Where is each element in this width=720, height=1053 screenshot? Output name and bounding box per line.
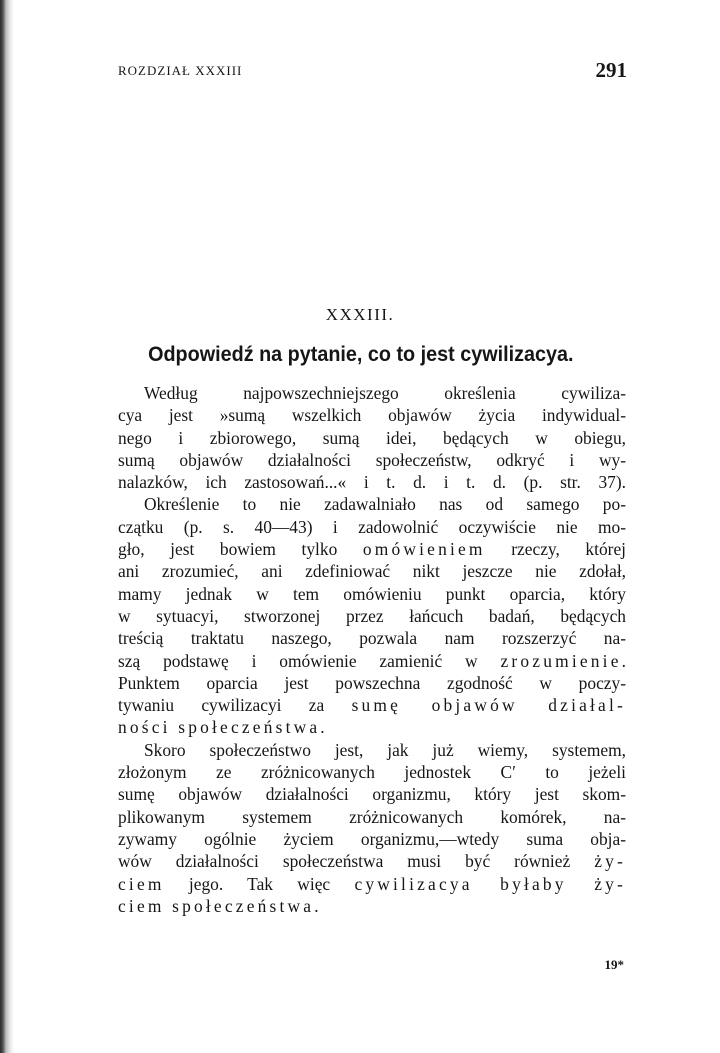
book-spine-edge xyxy=(0,0,14,1053)
chapter-title: Odpowiedź na pytanie, co to jest cywilizacya. xyxy=(148,342,574,366)
text-line xyxy=(118,627,626,649)
text-segment: mamy jednak w tem omówieniu punkt oparcia, który xyxy=(118,583,626,604)
text-line xyxy=(118,382,626,404)
text-segment: złożonym ze zróżnicowanych jednostek C′ to jeżeli xyxy=(118,762,626,783)
spaced-emphasis: sumę objawów działal- xyxy=(351,695,626,716)
text-segment: . xyxy=(314,895,319,916)
text-line xyxy=(118,873,626,895)
text-segment: gło, jest bowiem tylko xyxy=(118,539,363,560)
text-segment: czątku (p. s. 40—43) i zadowolnić oczywiście nie mo- xyxy=(118,516,626,537)
text-segment: nego i zbiorowego, sumą idei, będących w obiegu, xyxy=(118,427,626,448)
text-line xyxy=(118,516,626,538)
text-line xyxy=(118,806,626,828)
text-segment: . xyxy=(621,650,626,671)
text-segment: nalazków, ich zastosowań...« i t. d. i t. d. (p. str. 37). xyxy=(118,472,626,493)
text-line xyxy=(118,739,626,761)
text-segment: cya jest »sumą wszelkich objawów życia indywidual- xyxy=(118,405,626,426)
text-segment: jego. Tak więc xyxy=(164,873,355,894)
page-number: 291 xyxy=(595,58,627,82)
text-segment: treścią traktatu naszego, pozwala nam rozszerzyć na- xyxy=(118,628,626,649)
text-segment: . xyxy=(320,717,325,738)
spaced-emphasis: ciem społeczeństwa xyxy=(118,895,315,916)
text-segment: plikowanym systemem zróżnicowanych komórek, na- xyxy=(118,806,626,827)
text-line xyxy=(118,895,626,917)
text-line xyxy=(118,716,626,738)
printer-signature-mark: 19* xyxy=(604,957,624,972)
text-segment: Punktem oparcia jest powszechna zgodność w poczy- xyxy=(118,672,626,693)
text-segment: ani zrozumieć, ani zdefiniować nikt jeszcze nie zdołał, xyxy=(118,561,626,582)
text-line xyxy=(118,694,626,716)
spaced-emphasis: ności społeczeństwa xyxy=(118,717,321,738)
text-segment: tywaniu cywilizacyi za xyxy=(118,695,352,716)
text-segment: rzeczy, której xyxy=(485,539,626,560)
spaced-emphasis: zrozumienie xyxy=(500,650,622,671)
text-line xyxy=(118,471,626,493)
text-segment: Skoro społeczeństwo jest, jak już wiemy, systemem, xyxy=(144,739,626,760)
text-line xyxy=(118,650,626,672)
running-head: ROZDZIAŁ XXXIII xyxy=(118,63,243,78)
text-segment: zywamy ogólnie życiem organizmu,—wtedy suma obja- xyxy=(118,828,626,849)
text-segment: Określenie to nie zadawalniało nas od samego po- xyxy=(144,494,626,515)
text-line xyxy=(118,761,626,783)
text-line xyxy=(118,672,626,694)
text-segment: sumę objawów działalności organizmu, który jest skom- xyxy=(118,784,626,805)
text-segment: w sytuacyi, stworzonej przez łańcuch badań, będących xyxy=(118,605,626,626)
text-segment: szą podstawę i omówienie zamienić w xyxy=(118,650,501,671)
text-line xyxy=(118,560,626,582)
text-line xyxy=(118,828,626,850)
chapter-numeral: XXXIII. xyxy=(325,305,395,324)
text-line xyxy=(118,605,626,627)
text-line xyxy=(118,538,626,560)
text-line xyxy=(118,850,626,872)
text-segment: wów działalności społeczeństwa musi być również xyxy=(118,851,595,872)
spaced-emphasis: cywilizacya byłaby ży- xyxy=(354,873,627,894)
text-segment: sumą objawów działalności społeczeństw, odkryć i wy- xyxy=(118,449,626,470)
body-text xyxy=(118,382,626,917)
text-line xyxy=(118,493,626,515)
text-line xyxy=(118,427,626,449)
spaced-emphasis: omówieniem xyxy=(362,539,486,560)
text-line xyxy=(118,404,626,426)
text-line xyxy=(118,583,626,605)
spaced-emphasis: ciem xyxy=(118,873,165,894)
text-line xyxy=(118,449,626,471)
text-segment: Według najpowszechniejszego określenia cywiliza- xyxy=(144,383,626,403)
text-line xyxy=(118,783,626,805)
spaced-emphasis: ży- xyxy=(594,851,626,872)
